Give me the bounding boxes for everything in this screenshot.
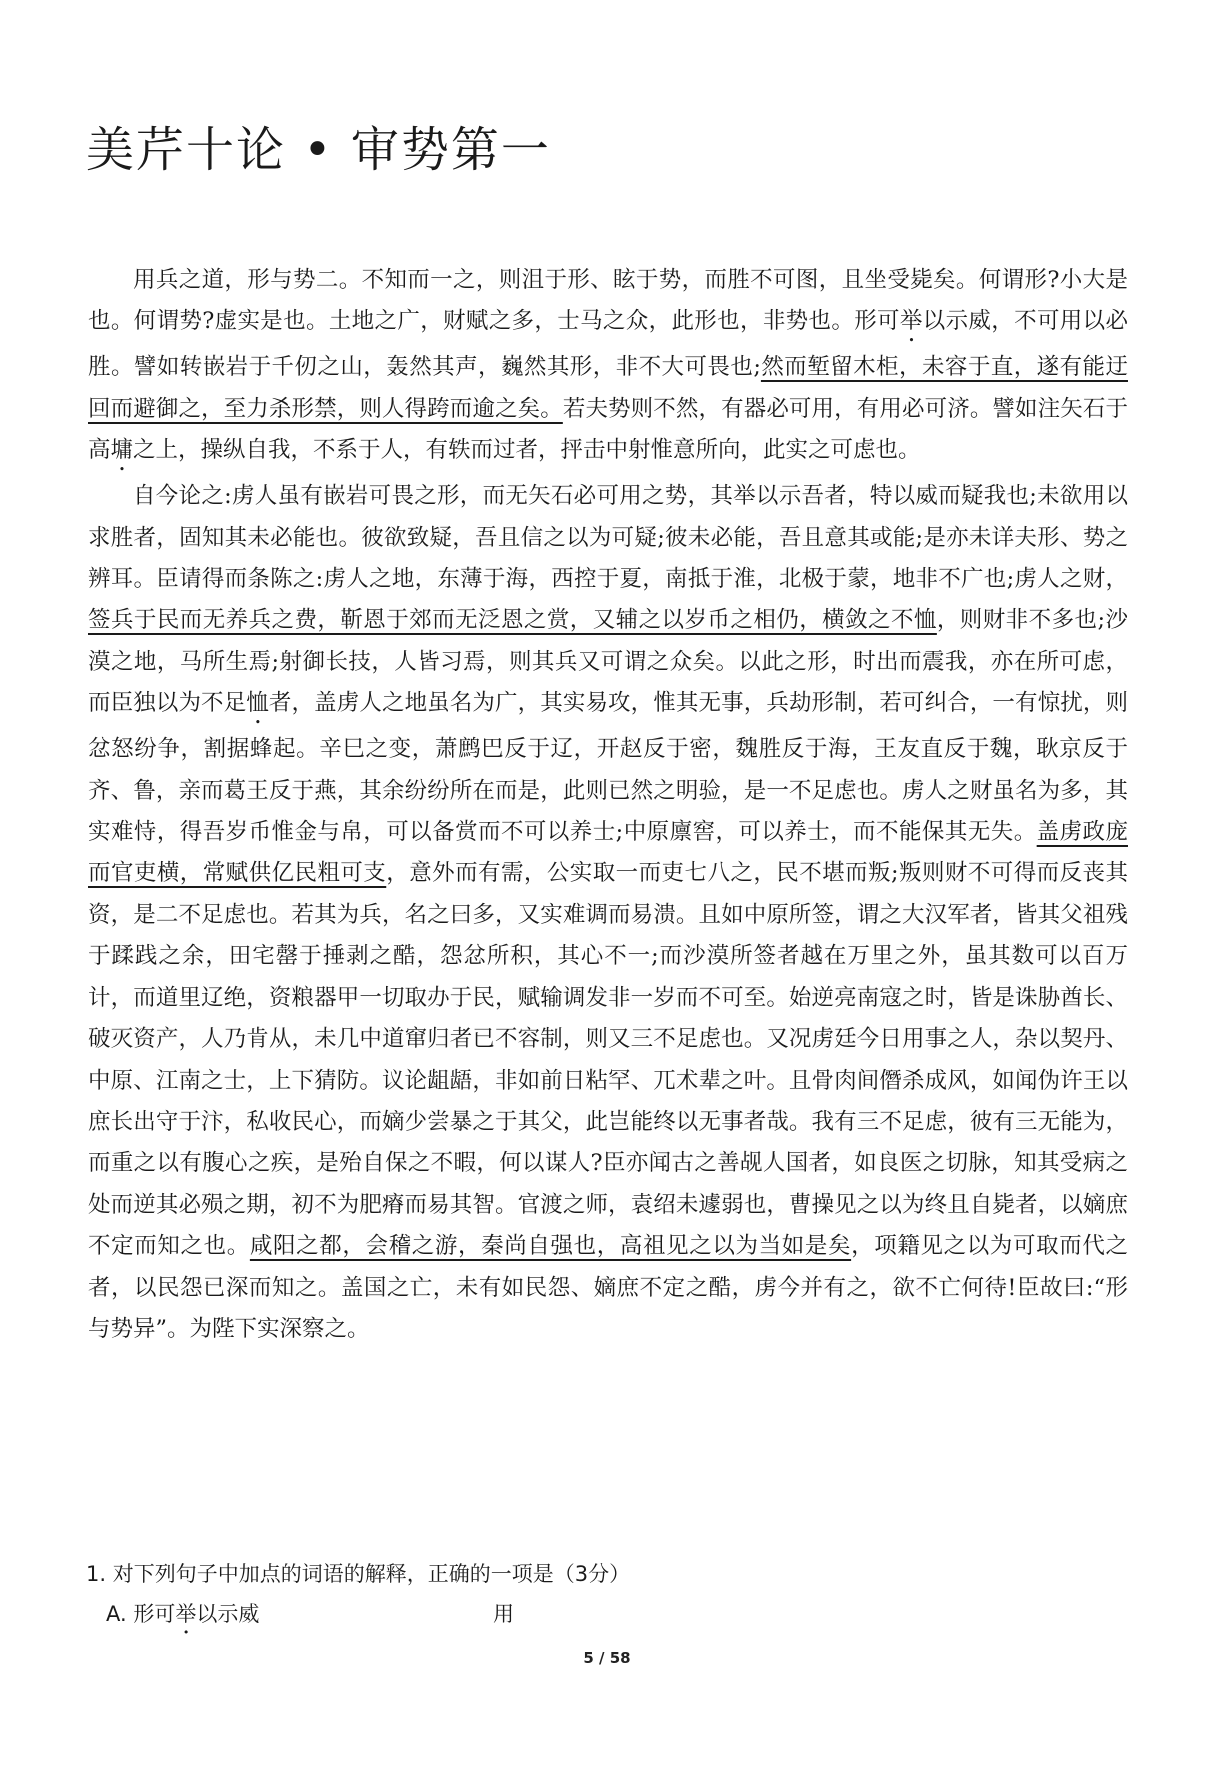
option-a-post: 以示威 <box>196 1602 260 1626</box>
passage-text: 者，盖虏人之地虽名为广，其实易攻，惟其无事，兵劫形制，若可纠合，一有惊扰，则忿怒纷争，割据蜂起。辛巳之变，萧鹧巴反于辽，开赵反于密，魏胜反于海，王友直反于魏，耿京反于齐、鲁，亲而葛王反于燕，其余纷纷所在而是，此则已然之明验，是一不足虑也。虏人之财虽名为多，其实难恃，得吾岁币惟金与帛，可以备赏而不可以养士;中原廪窖，可以养士，而不能保其无失。 <box>88 690 1128 846</box>
passage-text: 之上，操纵自我，不系于人，有轶而过者，抨击中射惟意所向，此实之可虑也。 <box>133 437 921 464</box>
passage-text: ，意外而有需，公实取一而吏七八之，民不堪而叛;叛则财不可得而反丧其资，是二不足虑也。若其为兵，名之曰多，又实难调而易溃。且如中原所签，谓之大汉军者，皆其父祖残于蹂践之余，田宅罄于捶剥之酷，怨忿所积，其心不一;而沙漠所签者越在万里之外，虽其数可以百万计，而道里辽绝，资粮器甲一切取办于民，赋输调发非一岁而不可至。始逆亮南寇之时，皆是诛胁酋长、破灭资产，人乃肯从，未几中道窜归者已不容制，则又三不足虑也。又况虏廷今日用事之人，杂以契丹、中原、江南之士，上下猜防。议论龃龉，非如前日粘罕、兀术辈之叶。且骨肉间僭杀成风，如闻伪许王以庶长出守于汴，私收民心，而嫡少尝暴之于其父，此岂能终以无事者哉。我有三不足虑，彼有三无能为，而重之以有腹心之疾，是殆自保之不暇，何以谋人?臣亦闻古之善觇人国者，如良医之切脉，知其受病之处而逆其必殒之期，初不为肥瘠而易其智。官渡之师，袁绍未遽弱也，曹操见之以为终且自毙者，以嫡庶不定而知之也。 <box>88 860 1128 1260</box>
option-a-pre: A. 形可 <box>106 1602 176 1626</box>
passage-text: 自今论之:虏人虽有嵌岩可畏之形，而无矢石必可用之势，其举以示吾者，特以威而疑我也;未欲用以求胜者，固知其未必能也。彼欲致疑，吾且信之以为可疑;彼未必能，吾且意其或能;是亦未详夫形、势之辨耳。臣请得而条陈之:虏人之地，东薄于海，西控于夏，南抵于淮，北极于蒙，地非不广也;虏人之财， <box>88 483 1128 593</box>
passage-paragraph-2 <box>88 476 1128 1350</box>
passage-body <box>88 260 1128 1350</box>
passage-text: 以示威，不可用以必胜。譬如转嵌岩于千仞之山，轰然其声，巍然其形，非不大可畏也; <box>88 308 1128 381</box>
option-a <box>106 1597 806 1631</box>
dotted-word: 举 <box>899 308 923 335</box>
underlined-sentence: 盖虏政庞而官吏横，常赋供亿民粗可支 <box>88 819 1128 887</box>
passage-text: 用兵之道，形与势二。不知而一之，则沮于形、眩于势，而胜不可图，且坐受毙矣。何谓形?小大是也。何谓势?虚实是也。土地之广，财赋之多，士马之众，此形也，非势也。形可 <box>88 267 1128 335</box>
page-title: 美芹十论 • 审势第一 <box>86 122 551 178</box>
passage-text: ，则财非不多也;沙漠之地，马所生焉;射御长技，人皆习焉，则其兵又可谓之众矣。以此之形，时出而震我，亦在所可虑，而臣独以为不足 <box>88 607 1128 717</box>
underlined-sentence: 签兵于民而无养兵之费，靳恩于郊而无泛恩之赏，又辅之以岁币之相仍，横敛之不恤 <box>88 607 937 634</box>
passage-text: ，项籍见之以为可取而代之者，以民怨已深而知之。盖国之亡，未有如民怨、嫡庶不定之酷，虏今并有之，欲不亡何待!臣故曰:“形与势异”。为陛下实深察之。 <box>88 1233 1128 1342</box>
underlined-sentence: 咸阳之都，会稽之游，秦尚自强也，高祖见之以为当如是矣 <box>249 1233 852 1260</box>
passage-text: 若夫势则不然，有器必可用，有用必可济。譬如注矢石于高 <box>88 395 1128 464</box>
underlined-sentence: 然而堑留木柜，未容于直，遂有能迂回而避御之，至力杀形禁，则人得跨而逾之矣。 <box>88 354 1128 422</box>
option-a-sentence <box>106 1597 259 1639</box>
dotted-word: 恤 <box>246 690 269 717</box>
option-a-gloss: 用 <box>493 1602 514 1626</box>
question-stem: 1. 对下列句子中加点的词语的解释，正确的一项是（3分） <box>86 1562 631 1586</box>
dotted-word: 墉 <box>110 437 134 464</box>
page-number: 5 / 58 <box>583 1649 631 1667</box>
dotted-word: 举 <box>175 1602 197 1626</box>
passage-paragraph-1 <box>88 260 1128 476</box>
